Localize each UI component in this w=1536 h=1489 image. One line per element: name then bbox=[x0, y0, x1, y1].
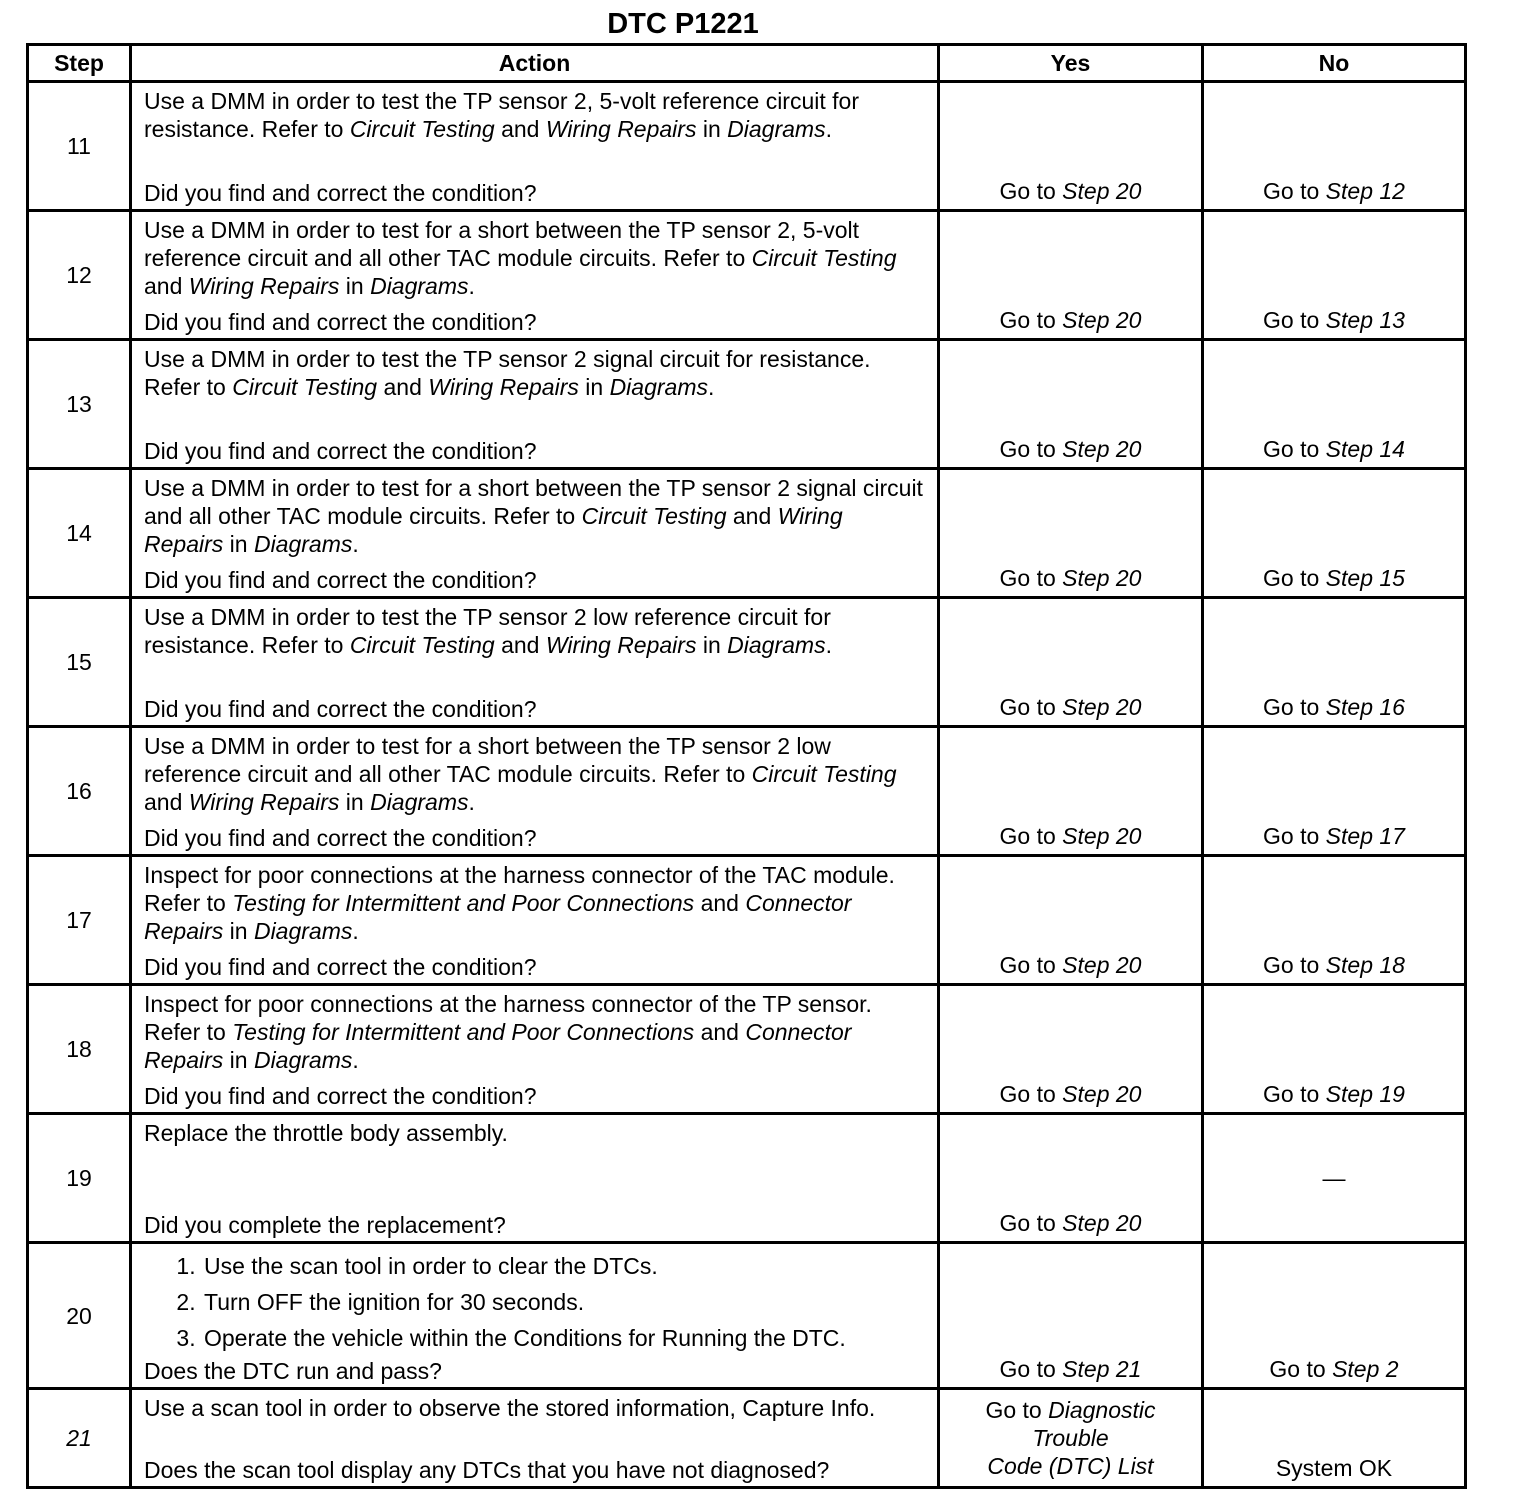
action-question: Did you find and correct the condition? bbox=[144, 309, 537, 335]
no-prefix: Go to bbox=[1263, 1081, 1326, 1107]
step-number: 12 bbox=[28, 211, 131, 340]
action-ref-link[interactable]: Testing for Intermittent and Poor Connections bbox=[232, 890, 695, 916]
yes-step-link[interactable]: Step 21 bbox=[1062, 1356, 1142, 1382]
action-ref-link[interactable]: Diagrams bbox=[370, 789, 469, 815]
no-step-link[interactable]: Step 17 bbox=[1325, 823, 1405, 849]
action-ref-link[interactable]: Wiring Repairs bbox=[188, 273, 340, 299]
yes-prefix: Go to bbox=[999, 1210, 1063, 1236]
yes-step-link[interactable]: Step 20 bbox=[1062, 307, 1142, 333]
no-step-link[interactable]: Step 16 bbox=[1325, 694, 1405, 720]
action-ref-link[interactable]: Wiring Repairs bbox=[428, 374, 579, 400]
no-prefix: Go to bbox=[1263, 565, 1326, 591]
yes-cell bbox=[939, 598, 1203, 727]
action-text bbox=[144, 87, 927, 143]
no-prefix: Go to bbox=[1263, 178, 1326, 204]
no-cell bbox=[1203, 1114, 1466, 1243]
action-text-part: in bbox=[223, 1047, 254, 1073]
step-number: 17 bbox=[28, 856, 131, 985]
no-cell bbox=[1203, 985, 1466, 1114]
no-dash: — bbox=[1322, 1165, 1346, 1191]
action-cell bbox=[131, 340, 939, 469]
action-question: Did you find and correct the condition? bbox=[144, 696, 537, 722]
step-number: 13 bbox=[28, 340, 131, 469]
yes-step-link[interactable]: Step 20 bbox=[1062, 1210, 1142, 1236]
header-yes: Yes bbox=[939, 45, 1203, 82]
no-cell bbox=[1203, 727, 1466, 856]
table-row-18 bbox=[28, 985, 1466, 1114]
yes-prefix: Go to bbox=[999, 436, 1063, 462]
yes-step-link[interactable]: Step 20 bbox=[1062, 823, 1142, 849]
header-action: Action bbox=[131, 45, 939, 82]
action-ref-link[interactable]: Wiring Repairs bbox=[545, 632, 697, 658]
yes-trouble-link[interactable]: Trouble bbox=[1032, 1425, 1109, 1451]
no-step-link[interactable]: Step 12 bbox=[1325, 178, 1405, 204]
action-ref-link[interactable]: Wiring Repairs bbox=[144, 503, 843, 557]
yes-prefix: Go to bbox=[999, 1081, 1063, 1107]
action-text-part: Inspect for poor connections at the harness connector of the TAC module. Refer to bbox=[144, 862, 895, 916]
no-cell bbox=[1203, 469, 1466, 598]
action-text-part: Use a DMM in order to test for a short between the TP sensor 2, 5-volt reference circuit and all other TAC module circuits. Refer to bbox=[144, 217, 860, 271]
header-step: Step bbox=[28, 45, 131, 82]
action-ref-link[interactable]: Diagrams bbox=[253, 1047, 353, 1073]
action-cell bbox=[131, 1243, 939, 1389]
step-number bbox=[28, 1389, 131, 1488]
action-text-part: . bbox=[352, 1047, 359, 1073]
table-row-15 bbox=[28, 598, 1466, 727]
yes-step-link[interactable]: Step 20 bbox=[1062, 694, 1142, 720]
action-ref-link[interactable]: Connector Repairs bbox=[144, 1019, 852, 1073]
no-cell bbox=[1203, 82, 1466, 211]
action-cell bbox=[131, 856, 939, 985]
no-cell bbox=[1203, 1243, 1466, 1389]
table-row-12 bbox=[28, 211, 1466, 340]
action-text-part: and bbox=[726, 503, 778, 529]
table-body bbox=[28, 82, 1466, 1488]
action-question: Did you find and correct the condition? bbox=[144, 954, 537, 980]
action-text bbox=[144, 732, 927, 816]
action-cell bbox=[131, 985, 939, 1114]
no-prefix: Go to bbox=[1269, 1356, 1333, 1382]
action-text: Use a scan tool in order to observe the stored information, Capture Info. bbox=[144, 1395, 876, 1421]
step-number: 14 bbox=[28, 469, 131, 598]
action-ref-link[interactable]: Wiring Repairs bbox=[545, 116, 697, 142]
yes-link-line-2 bbox=[940, 1424, 1201, 1452]
list-item: 1. Use the scan tool in order to clear the DTCs. bbox=[202, 1248, 927, 1284]
action-text-part: and bbox=[377, 374, 429, 400]
no-step-link[interactable]: Step 14 bbox=[1325, 436, 1405, 462]
no-step-link[interactable]: Step 15 bbox=[1325, 565, 1405, 591]
action-text-part: in bbox=[339, 789, 371, 815]
yes-prefix: Go to bbox=[999, 823, 1063, 849]
yes-cell bbox=[939, 1389, 1203, 1488]
list-item: 2. Turn OFF the ignition for 30 seconds. bbox=[202, 1284, 927, 1320]
action-cell bbox=[131, 1114, 939, 1243]
action-text-part: . bbox=[468, 273, 475, 299]
step-number: 11 bbox=[28, 82, 131, 211]
no-step-link[interactable]: Step 18 bbox=[1325, 952, 1405, 978]
action-text-part: in bbox=[223, 531, 254, 557]
action-text-part: Use a DMM in order to test the TP sensor 2 signal circuit for resistance. Refer to bbox=[144, 346, 871, 400]
action-text bbox=[144, 216, 927, 300]
table-row-21 bbox=[28, 1389, 1466, 1488]
action-text-part: and bbox=[494, 116, 546, 142]
action-ref-link[interactable]: Diagrams bbox=[370, 273, 469, 299]
action-question: Does the scan tool display any DTCs that you have not diagnosed? bbox=[144, 1457, 830, 1483]
action-ref-link[interactable]: Circuit Testing bbox=[349, 632, 495, 658]
yes-diagnostic-link[interactable]: Diagnostic bbox=[1048, 1397, 1156, 1423]
no-cell bbox=[1203, 598, 1466, 727]
action-ref-link[interactable]: Diagrams bbox=[609, 374, 708, 400]
action-text-part: and bbox=[144, 273, 189, 299]
action-text bbox=[144, 474, 927, 558]
no-prefix: Go to bbox=[1263, 952, 1326, 978]
action-ref-link[interactable]: Diagrams bbox=[727, 116, 826, 142]
action-ref-link[interactable]: Circuit Testing bbox=[751, 761, 897, 787]
action-text bbox=[144, 603, 927, 659]
action-text-part: and bbox=[694, 890, 746, 916]
action-text-part: . bbox=[352, 918, 359, 944]
yes-link-line-1 bbox=[940, 1396, 1201, 1424]
yes-cell bbox=[939, 469, 1203, 598]
action-text bbox=[144, 990, 927, 1074]
action-text bbox=[144, 861, 927, 945]
no-prefix: Go to bbox=[1263, 823, 1326, 849]
no-cell bbox=[1203, 340, 1466, 469]
yes-prefix: Go to bbox=[999, 952, 1063, 978]
step-number: 15 bbox=[28, 598, 131, 727]
action-ref-link[interactable]: Diagrams bbox=[727, 632, 826, 658]
action-question: Did you find and correct the condition? bbox=[144, 180, 537, 206]
table-row-14 bbox=[28, 469, 1466, 598]
table-row-11 bbox=[28, 82, 1466, 211]
action-text: Replace the throttle body assembly. bbox=[144, 1120, 508, 1146]
action-text-part: in bbox=[339, 273, 371, 299]
yes-prefix: Go to bbox=[999, 178, 1063, 204]
action-text-part: in bbox=[696, 632, 728, 658]
yes-prefix: Go to bbox=[999, 694, 1063, 720]
yes-prefix: Go to bbox=[999, 307, 1063, 333]
action-cell bbox=[131, 211, 939, 340]
table-row-13 bbox=[28, 340, 1466, 469]
action-text-part: . bbox=[352, 531, 359, 557]
action-ref-link[interactable]: Testing for Intermittent and Poor Connections bbox=[232, 1019, 695, 1045]
action-text-part: in bbox=[223, 918, 254, 944]
no-step-link[interactable]: Step 2 bbox=[1332, 1356, 1399, 1382]
table-header-row bbox=[28, 45, 1466, 82]
yes-step-link[interactable]: Step 20 bbox=[1062, 436, 1142, 462]
action-question: Did you find and correct the condition? bbox=[144, 1083, 537, 1109]
yes-link-line-3 bbox=[940, 1452, 1201, 1480]
step-number-italic: 21 bbox=[66, 1425, 92, 1451]
action-ref-link[interactable]: Circuit Testing bbox=[232, 374, 378, 400]
no-step-link[interactable]: Step 19 bbox=[1325, 1081, 1405, 1107]
action-ref-link[interactable]: Wiring Repairs bbox=[188, 789, 340, 815]
yes-step-link[interactable]: Step 20 bbox=[1062, 952, 1142, 978]
yes-cell bbox=[939, 1243, 1203, 1389]
action-ref-link[interactable]: Diagrams bbox=[253, 531, 353, 557]
action-question: Did you find and correct the condition? bbox=[144, 567, 537, 593]
action-ref-link[interactable]: Diagrams bbox=[253, 918, 353, 944]
action-cell bbox=[131, 727, 939, 856]
action-text bbox=[144, 345, 927, 401]
action-cell bbox=[131, 1389, 939, 1488]
yes-cell bbox=[939, 340, 1203, 469]
yes-prefix: Go to bbox=[999, 1356, 1063, 1382]
yes-cell bbox=[939, 856, 1203, 985]
action-cell bbox=[131, 469, 939, 598]
diagnostic-table bbox=[26, 43, 1467, 1489]
action-ref-link[interactable]: Circuit Testing bbox=[349, 116, 495, 142]
action-text-part: Inspect for poor connections at the harness connector of the TP sensor. Refer to bbox=[144, 991, 872, 1045]
action-cell bbox=[131, 598, 939, 727]
action-steps-list bbox=[144, 1248, 927, 1356]
step-number: 19 bbox=[28, 1114, 131, 1243]
yes-cell bbox=[939, 727, 1203, 856]
action-question: Does the DTC run and pass? bbox=[144, 1358, 442, 1384]
table-row-20 bbox=[28, 1243, 1466, 1389]
action-ref-link[interactable]: Circuit Testing bbox=[581, 503, 727, 529]
action-text-part: . bbox=[468, 789, 475, 815]
step-number: 16 bbox=[28, 727, 131, 856]
action-cell bbox=[131, 82, 939, 211]
yes-step-link[interactable]: Step 20 bbox=[1062, 1081, 1142, 1107]
action-ref-link[interactable]: Circuit Testing bbox=[751, 245, 897, 271]
yes-dtc-list-link[interactable]: Code (DTC) List bbox=[987, 1453, 1154, 1479]
action-ref-link[interactable]: Connector Repairs bbox=[144, 890, 852, 944]
action-text-part: . bbox=[825, 632, 832, 658]
yes-cell bbox=[939, 1114, 1203, 1243]
yes-step-link[interactable]: Step 20 bbox=[1062, 178, 1142, 204]
table-row-16 bbox=[28, 727, 1466, 856]
step-number: 18 bbox=[28, 985, 131, 1114]
no-system-ok: System OK bbox=[1275, 1455, 1393, 1481]
no-cell bbox=[1203, 1389, 1466, 1488]
yes-prefix: Go to bbox=[985, 1397, 1049, 1423]
action-text-part: Use a DMM in order to test for a short between the TP sensor 2 signal circuit and all other TAC module circuits. Refer to bbox=[144, 475, 923, 529]
action-text-part: Use a DMM in order to test the TP sensor 2 low reference circuit for resistance. Refer to bbox=[144, 604, 831, 658]
action-question: Did you complete the replacement? bbox=[144, 1212, 506, 1238]
table-row-17 bbox=[28, 856, 1466, 985]
yes-cell bbox=[939, 211, 1203, 340]
action-text-part: in bbox=[578, 374, 610, 400]
page-title: DTC P1221 bbox=[607, 8, 759, 40]
action-text-part: and bbox=[144, 789, 189, 815]
action-text-part: . bbox=[707, 374, 715, 400]
no-cell bbox=[1203, 856, 1466, 985]
yes-step-link[interactable]: Step 20 bbox=[1062, 565, 1142, 591]
table-row-19 bbox=[28, 1114, 1466, 1243]
action-question: Did you find and correct the condition? bbox=[144, 438, 537, 464]
no-cell bbox=[1203, 211, 1466, 340]
list-item: 3. Operate the vehicle within the Conditions for Running the DTC. bbox=[202, 1320, 927, 1356]
action-text-part: Use a DMM in order to test the TP sensor 2, 5-volt reference circuit for resistance. Refer to bbox=[144, 88, 859, 142]
action-text-part: and bbox=[694, 1019, 746, 1045]
action-text-part: Use a DMM in order to test for a short between the TP sensor 2 low reference circuit and all other TAC module circuits. Refer to bbox=[144, 733, 831, 787]
no-step-link[interactable]: Step 13 bbox=[1325, 307, 1405, 333]
action-text-part: in bbox=[696, 116, 728, 142]
action-text-part: and bbox=[494, 632, 546, 658]
action-text-part: . bbox=[825, 116, 832, 142]
no-prefix: Go to bbox=[1263, 694, 1326, 720]
yes-cell bbox=[939, 985, 1203, 1114]
no-prefix: Go to bbox=[1263, 307, 1326, 333]
step-number: 20 bbox=[28, 1243, 131, 1389]
action-question: Did you find and correct the condition? bbox=[144, 825, 537, 851]
header-no: No bbox=[1203, 45, 1466, 82]
yes-prefix: Go to bbox=[999, 565, 1063, 591]
no-prefix: Go to bbox=[1263, 436, 1326, 462]
yes-cell bbox=[939, 82, 1203, 211]
